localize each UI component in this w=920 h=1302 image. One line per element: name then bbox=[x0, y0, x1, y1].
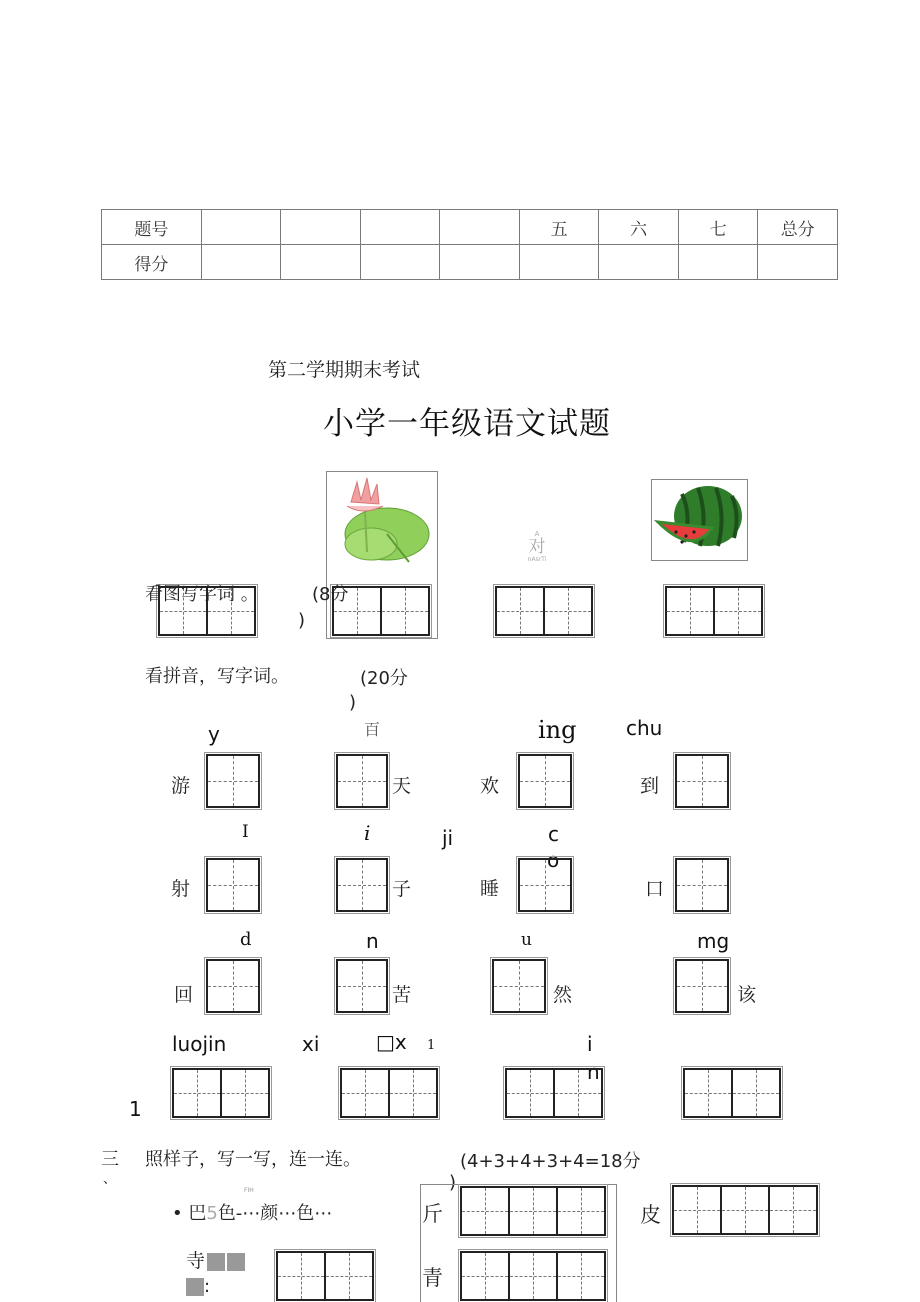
hanzi-label: 游 bbox=[171, 775, 191, 797]
pinyin-label: n bbox=[587, 1060, 600, 1084]
table-cell: 总分 bbox=[758, 210, 838, 245]
answer-grid[interactable] bbox=[495, 586, 593, 636]
q3-points-close: ) bbox=[449, 1172, 457, 1193]
q1-points: (8分 bbox=[312, 584, 349, 605]
score-input-cell[interactable] bbox=[440, 245, 520, 280]
pinyin-label: y bbox=[208, 722, 220, 746]
table-cell: 题号 bbox=[102, 210, 202, 245]
hanzi-label: 口 bbox=[645, 878, 665, 900]
pinyin-label: n bbox=[366, 929, 379, 953]
item-number: 1 bbox=[129, 1097, 142, 1121]
example-char: 巴 bbox=[188, 1203, 207, 1224]
redacted-block bbox=[227, 1253, 245, 1271]
q3-number: 三 bbox=[101, 1149, 119, 1170]
answer-grid[interactable] bbox=[276, 1251, 374, 1301]
left-char-line bbox=[186, 1246, 245, 1273]
watermelon-icon bbox=[652, 480, 747, 560]
table-cell[interactable] bbox=[281, 210, 361, 245]
right-char: 斤 bbox=[422, 1202, 443, 1226]
answer-grid[interactable] bbox=[672, 1185, 818, 1235]
example-line bbox=[172, 1199, 332, 1225]
answer-box[interactable] bbox=[206, 858, 260, 912]
right-char: 青 bbox=[422, 1266, 443, 1290]
q3-points: (4+3+4+3+4=18分 bbox=[460, 1151, 641, 1172]
table-cell[interactable] bbox=[360, 210, 440, 245]
pinyin-label: 百 bbox=[364, 720, 381, 739]
lotus-icon bbox=[327, 472, 437, 582]
q1-points-close: ) bbox=[298, 610, 306, 631]
answer-grid[interactable] bbox=[505, 1068, 603, 1118]
q3-mark: 、 bbox=[103, 1172, 117, 1187]
q3-instruction: 照样子，写一写，连一连。 bbox=[145, 1149, 361, 1170]
pinyin-label: luojin bbox=[172, 1032, 227, 1056]
score-input-cell[interactable] bbox=[519, 245, 599, 280]
answer-box[interactable] bbox=[675, 959, 729, 1013]
score-table-score-row bbox=[102, 245, 838, 280]
score-input-cell[interactable] bbox=[599, 245, 679, 280]
pinyin-label: ing bbox=[538, 716, 577, 744]
example-sup: FIH bbox=[244, 1187, 254, 1194]
table-cell: 得分 bbox=[102, 245, 202, 280]
redacted-block bbox=[207, 1253, 225, 1271]
score-input-cell[interactable] bbox=[758, 245, 838, 280]
pinyin-label: i bbox=[364, 821, 371, 845]
example-num: 5 bbox=[206, 1203, 218, 1224]
answer-box[interactable] bbox=[675, 858, 729, 912]
answer-grid[interactable] bbox=[172, 1068, 270, 1118]
pinyin-label: ji bbox=[442, 826, 454, 850]
exam-subtitle: 第二学期期末考试 bbox=[268, 359, 421, 381]
table-cell: 七 bbox=[678, 210, 758, 245]
hanzi-label: 回 bbox=[174, 984, 194, 1006]
middle-small-text: nAsrTi bbox=[527, 556, 547, 563]
answer-grid[interactable] bbox=[665, 586, 763, 636]
hanzi-label: 天 bbox=[392, 775, 412, 797]
middle-small-top: A bbox=[534, 530, 540, 538]
redacted-block bbox=[186, 1278, 204, 1296]
q1-instruction: 看图写字词 。 bbox=[145, 584, 259, 605]
pinyin-label: □x bbox=[376, 1030, 407, 1054]
answer-grid[interactable] bbox=[340, 1068, 438, 1118]
pinyin-label: mg bbox=[697, 929, 730, 953]
hanzi-label: 苦 bbox=[392, 984, 412, 1006]
table-cell[interactable] bbox=[201, 210, 281, 245]
score-table bbox=[101, 209, 838, 280]
hanzi-label: 子 bbox=[392, 878, 412, 900]
score-input-cell[interactable] bbox=[678, 245, 758, 280]
hanzi-label: 到 bbox=[640, 775, 660, 797]
hanzi-label: 射 bbox=[171, 878, 191, 900]
score-input-cell[interactable] bbox=[360, 245, 440, 280]
q2-instruction: 看拼音，写字词。 bbox=[145, 666, 289, 687]
answer-box[interactable] bbox=[206, 754, 260, 808]
pinyin-label: u bbox=[521, 930, 532, 950]
table-cell[interactable] bbox=[440, 210, 520, 245]
answer-box[interactable] bbox=[336, 754, 388, 808]
middle-char: 对 bbox=[528, 537, 546, 557]
answer-box[interactable] bbox=[206, 959, 260, 1013]
hanzi-label: 然 bbox=[553, 984, 573, 1006]
bullet: • bbox=[172, 1203, 183, 1224]
hanzi-label: 欢 bbox=[480, 775, 500, 797]
pinyin-label: I bbox=[242, 822, 249, 842]
pinyin-label: xi bbox=[302, 1032, 320, 1056]
table-cell: 五 bbox=[519, 210, 599, 245]
left-char-line-2 bbox=[186, 1276, 210, 1297]
answer-box[interactable] bbox=[492, 959, 546, 1013]
q2-points-close: ) bbox=[349, 692, 357, 713]
answer-box[interactable] bbox=[336, 858, 388, 912]
score-table-header-row bbox=[102, 210, 838, 245]
answer-box[interactable] bbox=[518, 858, 572, 912]
pinyin-label: d bbox=[240, 929, 252, 950]
answer-grid[interactable] bbox=[460, 1251, 606, 1301]
answer-box[interactable] bbox=[336, 959, 388, 1013]
pinyin-label: chu bbox=[626, 716, 663, 740]
middle-image bbox=[522, 530, 552, 563]
answer-grid[interactable] bbox=[683, 1068, 781, 1118]
answer-box[interactable] bbox=[675, 754, 729, 808]
answer-grid[interactable] bbox=[460, 1186, 606, 1236]
hanzi-label: 该 bbox=[737, 984, 757, 1006]
pinyin-label: i bbox=[587, 1032, 593, 1056]
left-char-colon: : bbox=[204, 1276, 211, 1297]
left-char: 寺 bbox=[186, 1250, 206, 1272]
pinyin-label: o bbox=[547, 848, 560, 872]
table-cell: 六 bbox=[599, 210, 679, 245]
hanzi-label: 睡 bbox=[480, 878, 500, 900]
pinyin-label: c bbox=[548, 822, 559, 846]
example-text: 色-⋯颜⋯色⋯ bbox=[217, 1203, 333, 1224]
score-input-cell[interactable] bbox=[201, 245, 281, 280]
pinyin-label: 1 bbox=[427, 1038, 436, 1053]
q2-points: (20分 bbox=[360, 668, 408, 689]
answer-box[interactable] bbox=[518, 754, 572, 808]
score-input-cell[interactable] bbox=[281, 245, 361, 280]
right-char: 皮 bbox=[640, 1203, 661, 1227]
exam-title: 小学一年级语文试题 bbox=[323, 406, 611, 442]
watermelon-image bbox=[651, 479, 748, 561]
